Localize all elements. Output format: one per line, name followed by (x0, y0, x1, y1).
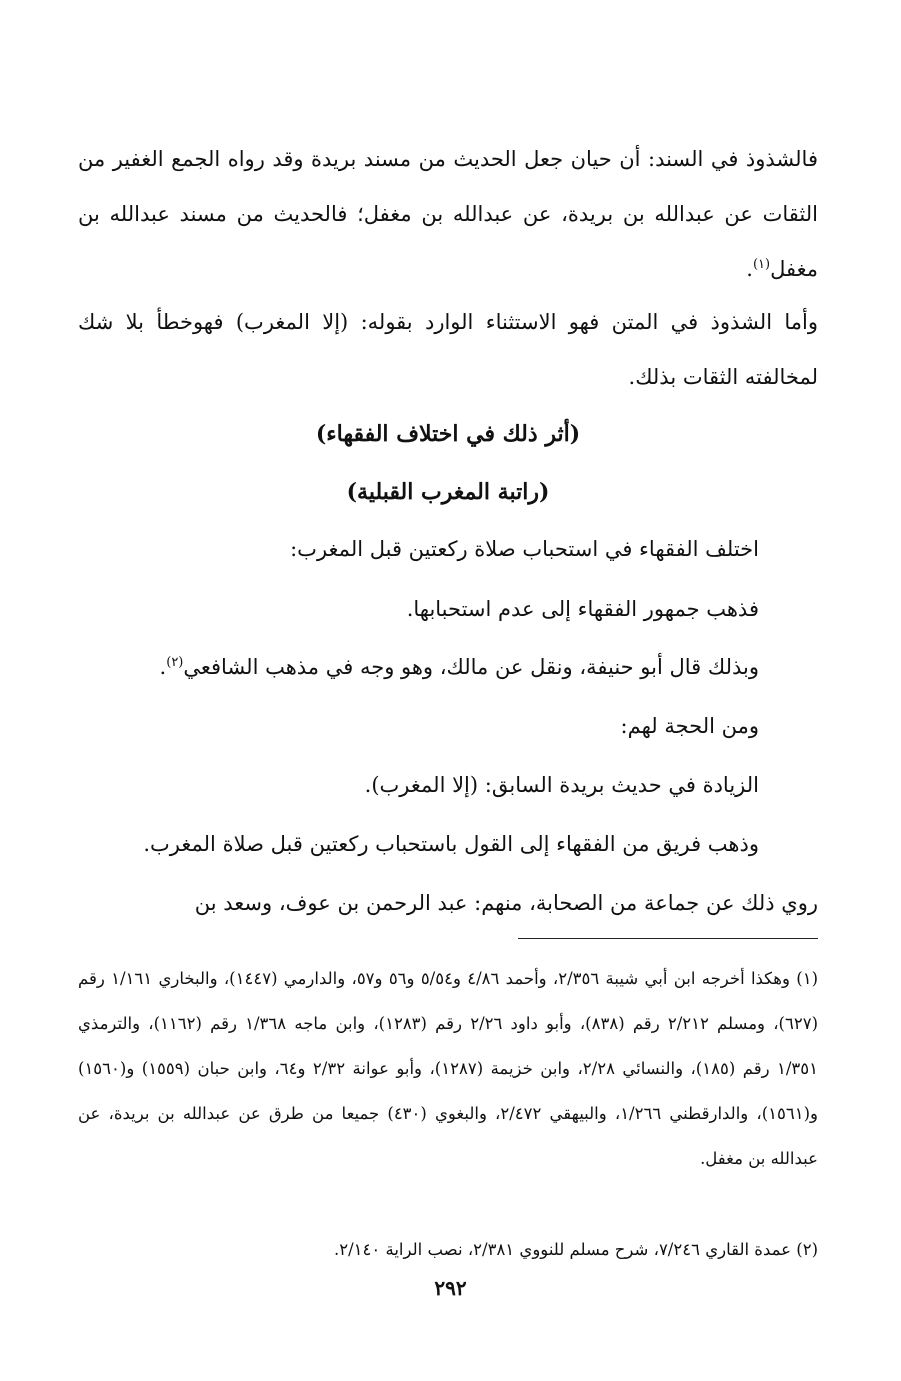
section-heading: (أثر ذلك في اختلاف الفقهاء) (315, 421, 581, 447)
page-number: ٢٩٢ (434, 1276, 467, 1300)
body-paragraph-sanad (78, 132, 818, 297)
paragraph-text: فالشذوذ في السند: أن حيان جعل الحديث من مسند بريدة وقد رواه الجمع الغفير من الثقات عن عبدالله بن بريدة، عن عبدالله بن مغفل؛ فالحديث من مسند عبدالله بن مغفل (78, 147, 818, 281)
body-line (160, 647, 759, 687)
footnote-ref-1: (١) (752, 257, 771, 272)
body-line: فذهب جمهور الفقهاء إلى عدم استحبابها. (406, 597, 759, 621)
body-paragraph-matn: وأما الشذوذ في المتن فهو الاستثناء الوارد بقوله: (إلا المغرب) فهوخطأ بلا شك لمخالفته الثقات بذلك. (78, 310, 818, 389)
body-line: اختلف الفقهاء في استحباب صلاة ركعتين قبل المغرب: (290, 537, 759, 561)
body-line: ومن الحجة لهم: (620, 714, 759, 738)
footnote-1: (١) وهكذا أخرجه ابن أبي شيبة ٢/٣٥٦، وأحمد ٤/٨٦ و٥/٥٤ و٥٦ و٥٧، والدارمي (١٤٤٧)، والبخاري ١/١٦١ رقم (٦٢٧)، ومسلم ٢/٢١٢ رقم (٨٣٨)، وأبو داود ٢/٢٦ رقم (١٢٨٣)، وابن ماجه ١/٣٦٨ رقم (١١٦٢)، والترمذي ١/٣٥١ رقم (١٨٥)، والنسائي ٢/٢٨، وابن خزيمة (١٢٨٧)، وأبو عوانة ٢/٣٢ و٦٤، وابن حبان (١٥٥٩) و(١٥٦٠) و(١٥٦١)، والدارقطني ١/٢٦٦، والبيهقي ٢/٤٧٢، والبغوي (٤٣٠) جميعا من طرق عن عبدالله بن بريدة، عن عبدالله بن مغفل. (78, 969, 819, 1168)
line-text: وبذلك قال أبو حنيفة، ونقل عن مالك، وهو وجه في مذهب الشافعي (183, 655, 759, 679)
paragraph-end: . (746, 257, 753, 281)
body-line: روي ذلك عن جماعة من الصحابة، منهم: عبد الرحمن بن عوف، وسعد بن (194, 891, 818, 915)
footnote-separator (518, 938, 818, 939)
subsection-heading: (راتبة المغرب القبلية) (346, 479, 550, 505)
body-line: وذهب فريق من الفقهاء إلى القول باستحباب ركعتين قبل صلاة المغرب. (143, 832, 759, 856)
footnote-ref-2: (٢) (166, 655, 184, 670)
body-line: الزيادة في حديث بريدة السابق: (إلا المغرب). (364, 773, 759, 797)
footnote-2: (٢) عمدة القاري ٧/٢٤٦، شرح مسلم للنووي ٢/٣٨١، نصب الراية ٢/١٤٠. (333, 1240, 818, 1259)
line-end: . (159, 655, 167, 679)
